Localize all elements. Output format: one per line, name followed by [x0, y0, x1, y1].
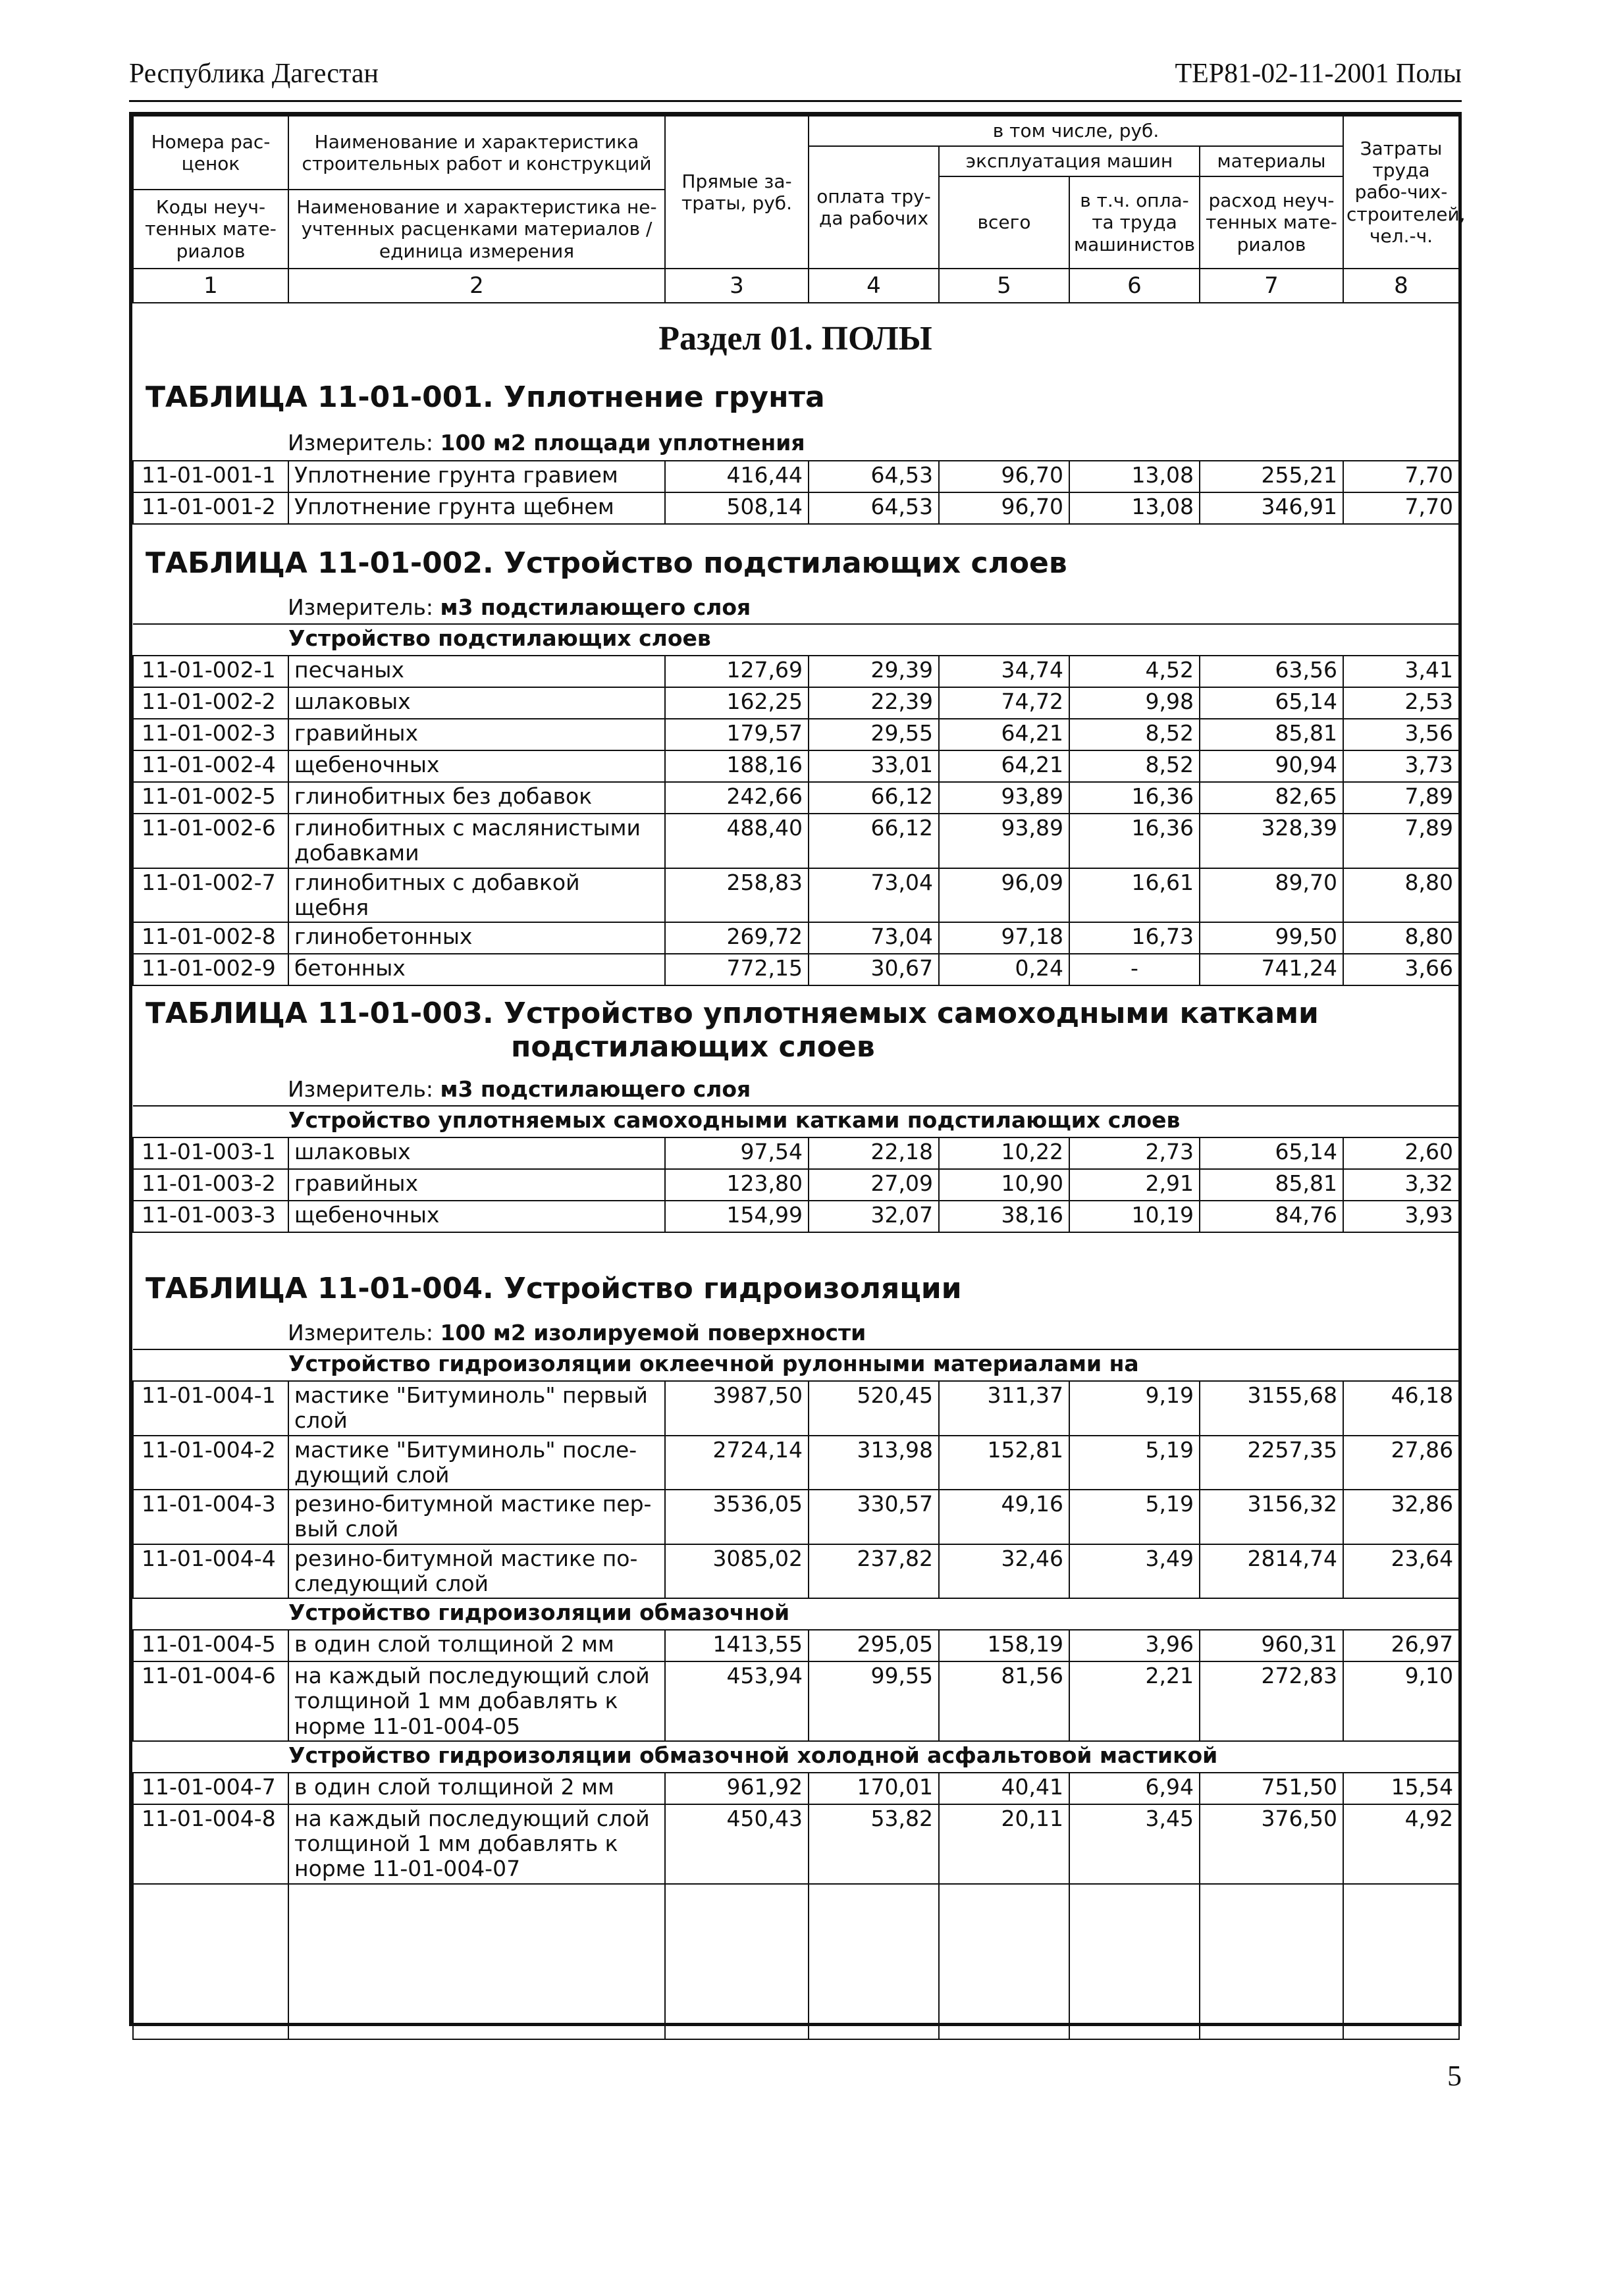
rate-code: 11-01-004-3 — [133, 1490, 288, 1544]
machines-total: 64,21 — [939, 750, 1069, 782]
header-rule — [129, 100, 1462, 102]
table-row — [133, 954, 1459, 985]
labor-pay: 313,98 — [809, 1436, 939, 1490]
machines-operators: 3,45 — [1069, 1804, 1200, 1884]
running-header-right: ТЕР81-02-11-2001 Полы — [1175, 59, 1462, 89]
col-incl: в том числе, руб. — [809, 116, 1343, 146]
labor-pay: 53,82 — [809, 1804, 939, 1884]
rate-name: бетонных — [288, 954, 665, 985]
machines-operators: 16,61 — [1069, 868, 1200, 923]
table-row — [133, 1630, 1459, 1661]
materials-cost: 84,76 — [1200, 1201, 1343, 1232]
empty-cell — [288, 1884, 665, 2039]
table-row — [133, 1381, 1459, 1436]
machines-operators: 8,52 — [1069, 719, 1200, 750]
group-subtitle-row — [133, 624, 1459, 656]
rate-name: глинобитных с добавкой щебня — [288, 868, 665, 923]
direct-costs: 3536,05 — [665, 1490, 809, 1544]
col-number: 7 — [1200, 269, 1343, 303]
labor-hours: 3,73 — [1343, 750, 1459, 782]
column-numbers-row — [133, 269, 1459, 303]
table-title-continuation: подстилающих слоев — [511, 1030, 875, 1064]
running-header-left: Республика Дагестан — [129, 59, 379, 89]
labor-pay: 29,55 — [809, 719, 939, 750]
materials-cost: 99,50 — [1200, 922, 1343, 954]
rate-name: шлаковых — [288, 1137, 665, 1169]
rate-name: резино-битумной мастике пер-вый слой — [288, 1490, 665, 1544]
col-machines: эксплуатация машин — [939, 146, 1200, 176]
labor-hours: 2,53 — [1343, 687, 1459, 719]
labor-pay: 73,04 — [809, 868, 939, 923]
machines-total: 40,41 — [939, 1773, 1069, 1804]
direct-costs: 453,94 — [665, 1661, 809, 1741]
machines-total: 97,18 — [939, 922, 1069, 954]
labor-hours: 3,93 — [1343, 1201, 1459, 1232]
direct-costs: 127,69 — [665, 656, 809, 687]
rate-code: 11-01-002-5 — [133, 782, 288, 814]
rate-name: песчаных — [288, 656, 665, 687]
col-num-rates: Номера рас-ценок — [133, 116, 288, 190]
machines-operators: 10,19 — [1069, 1201, 1200, 1232]
labor-hours: 9,10 — [1343, 1661, 1459, 1741]
rates-table-002 — [132, 623, 1460, 986]
materials-cost: 376,50 — [1200, 1804, 1343, 1884]
machines-operators: 16,36 — [1069, 782, 1200, 814]
machines-operators: 9,19 — [1069, 1381, 1200, 1436]
col-number: 1 — [133, 269, 288, 303]
table-row — [133, 1201, 1459, 1232]
rate-name: щебеночных — [288, 1201, 665, 1232]
page-number: 5 — [1447, 2060, 1462, 2092]
table-row — [133, 1661, 1459, 1741]
machines-operators: - — [1069, 954, 1200, 985]
rate-name: глинобетонных — [288, 922, 665, 954]
col-number: 3 — [665, 269, 809, 303]
rate-code: 11-01-004-4 — [133, 1544, 288, 1599]
labor-pay: 170,01 — [809, 1773, 939, 1804]
machines-total: 93,89 — [939, 814, 1069, 868]
labor-hours: 7,70 — [1343, 461, 1459, 492]
rate-code: 11-01-004-1 — [133, 1381, 288, 1436]
table-row — [133, 782, 1459, 814]
table-row — [133, 1490, 1459, 1544]
machines-total: 96,09 — [939, 868, 1069, 923]
labor-hours: 2,60 — [1343, 1137, 1459, 1169]
direct-costs: 416,44 — [665, 461, 809, 492]
labor-hours: 3,41 — [1343, 656, 1459, 687]
rate-name: глинобитных с маслянистыми добавками — [288, 814, 665, 868]
materials-cost: 272,83 — [1200, 1661, 1343, 1741]
machines-total: 74,72 — [939, 687, 1069, 719]
empty-row — [133, 1884, 1459, 2039]
labor-pay: 64,53 — [809, 492, 939, 524]
table-row — [133, 687, 1459, 719]
rate-code: 11-01-002-2 — [133, 687, 288, 719]
rate-name: глинобитных без добавок — [288, 782, 665, 814]
table-measure: Измеритель: 100 м2 площади уплотнения — [288, 430, 805, 456]
col-number: 8 — [1343, 269, 1459, 303]
rate-code: 11-01-002-4 — [133, 750, 288, 782]
group-subtitle: Устройство гидроизоляции оклеечной рулонными материалами на — [133, 1349, 1459, 1381]
labor-hours: 27,86 — [1343, 1436, 1459, 1490]
rate-code: 11-01-002-3 — [133, 719, 288, 750]
machines-operators: 9,98 — [1069, 687, 1200, 719]
empty-cell — [809, 1884, 939, 2039]
rate-name: на каждый последующий слой толщиной 1 мм добавлять к норме 11-01-004-07 — [288, 1804, 665, 1884]
materials-cost: 741,24 — [1200, 954, 1343, 985]
direct-costs: 242,66 — [665, 782, 809, 814]
machines-operators: 2,21 — [1069, 1661, 1200, 1741]
labor-pay: 330,57 — [809, 1490, 939, 1544]
machines-total: 32,46 — [939, 1544, 1069, 1599]
materials-cost: 65,14 — [1200, 1137, 1343, 1169]
machines-operators: 16,36 — [1069, 814, 1200, 868]
empty-cell — [133, 1884, 288, 2039]
rate-code: 11-01-002-7 — [133, 868, 288, 923]
table-measure: Измеритель: м3 подстилающего слоя — [288, 594, 751, 620]
direct-costs: 179,57 — [665, 719, 809, 750]
materials-cost: 89,70 — [1200, 868, 1343, 923]
col-number: 2 — [288, 269, 665, 303]
table-row — [133, 1436, 1459, 1490]
materials-cost: 65,14 — [1200, 687, 1343, 719]
materials-cost: 3155,68 — [1200, 1381, 1343, 1436]
materials-cost: 3156,32 — [1200, 1490, 1343, 1544]
rates-table-001 — [132, 460, 1460, 525]
labor-hours: 3,32 — [1343, 1169, 1459, 1201]
materials-cost: 85,81 — [1200, 719, 1343, 750]
rate-code: 11-01-004-5 — [133, 1630, 288, 1661]
machines-operators: 3,96 — [1069, 1630, 1200, 1661]
empty-cell — [665, 1884, 809, 2039]
group-subtitle: Устройство уплотняемых самоходными катками подстилающих слоев — [133, 1106, 1459, 1137]
labor-hours: 23,64 — [1343, 1544, 1459, 1599]
labor-hours: 7,70 — [1343, 492, 1459, 524]
col-machines-operators: в т.ч. опла-та труда машинистов — [1069, 176, 1200, 269]
table-measure: Измеритель: м3 подстилающего слоя — [288, 1076, 751, 1102]
machines-total: 311,37 — [939, 1381, 1069, 1436]
labor-hours: 8,80 — [1343, 868, 1459, 923]
col-materials-unaccounted: расход неуч-тенных мате-риалов — [1200, 176, 1343, 269]
col-materials: материалы — [1200, 146, 1343, 176]
machines-total: 93,89 — [939, 782, 1069, 814]
group-subtitle-row — [133, 1598, 1459, 1630]
direct-costs: 269,72 — [665, 922, 809, 954]
direct-costs: 97,54 — [665, 1137, 809, 1169]
col-labor-cost: Затраты труда рабо-чих-строителей, чел.-ч. — [1343, 116, 1459, 269]
table-title: ТАБЛИЦА 11-01-001. Уплотнение грунта — [146, 380, 825, 414]
labor-hours: 46,18 — [1343, 1381, 1459, 1436]
rate-name: гравийных — [288, 719, 665, 750]
machines-total: 34,74 — [939, 656, 1069, 687]
direct-costs: 162,25 — [665, 687, 809, 719]
materials-cost: 751,50 — [1200, 1773, 1343, 1804]
direct-costs: 772,15 — [665, 954, 809, 985]
machines-total: 38,16 — [939, 1201, 1069, 1232]
col-direct-costs: Прямые за-траты, руб. — [665, 116, 809, 269]
machines-operators: 2,73 — [1069, 1137, 1200, 1169]
labor-hours: 26,97 — [1343, 1630, 1459, 1661]
materials-cost: 2814,74 — [1200, 1544, 1343, 1599]
direct-costs: 154,99 — [665, 1201, 809, 1232]
document-frame — [129, 112, 1466, 2026]
col-name-materials: Наименование и характеристика не-учтенных расценками материалов / единица измерения — [288, 190, 665, 269]
machines-total: 158,19 — [939, 1630, 1069, 1661]
rate-name: резино-битумной мастике по-следующий слой — [288, 1544, 665, 1599]
labor-pay: 99,55 — [809, 1661, 939, 1741]
materials-cost: 255,21 — [1200, 461, 1343, 492]
col-labor-pay: оплата тру-да рабочих — [809, 146, 939, 269]
machines-operators: 2,91 — [1069, 1169, 1200, 1201]
materials-cost: 90,94 — [1200, 750, 1343, 782]
group-subtitle-row — [133, 1106, 1459, 1137]
col-number: 6 — [1069, 269, 1200, 303]
table-row — [133, 492, 1459, 524]
table-title: ТАБЛИЦА 11-01-002. Устройство подстилающих слоев — [146, 546, 1067, 580]
col-number: 5 — [939, 269, 1069, 303]
table-row — [133, 719, 1459, 750]
rate-code: 11-01-001-2 — [133, 492, 288, 524]
table-measure: Измеритель: 100 м2 изолируемой поверхности — [288, 1320, 866, 1345]
machines-operators: 3,49 — [1069, 1544, 1200, 1599]
rate-name: мастике "Битуминоль" первый слой — [288, 1381, 665, 1436]
table-row — [133, 1137, 1459, 1169]
machines-total: 10,22 — [939, 1137, 1069, 1169]
rate-name: Уплотнение грунта щебнем — [288, 492, 665, 524]
materials-cost: 2257,35 — [1200, 1436, 1343, 1490]
empty-cell — [1200, 1884, 1343, 2039]
rate-code: 11-01-003-3 — [133, 1201, 288, 1232]
machines-total: 81,56 — [939, 1661, 1069, 1741]
materials-cost: 960,31 — [1200, 1630, 1343, 1661]
machines-operators: 4,52 — [1069, 656, 1200, 687]
labor-hours: 3,56 — [1343, 719, 1459, 750]
table-row — [133, 656, 1459, 687]
machines-total: 10,90 — [939, 1169, 1069, 1201]
col-number: 4 — [809, 269, 939, 303]
rate-code: 11-01-002-8 — [133, 922, 288, 954]
labor-pay: 22,39 — [809, 687, 939, 719]
rate-code: 11-01-001-1 — [133, 461, 288, 492]
materials-cost: 328,39 — [1200, 814, 1343, 868]
rate-name: в один слой толщиной 2 мм — [288, 1773, 665, 1804]
labor-hours: 3,66 — [1343, 954, 1459, 985]
direct-costs: 123,80 — [665, 1169, 809, 1201]
labor-pay: 64,53 — [809, 461, 939, 492]
rate-code: 11-01-002-1 — [133, 656, 288, 687]
rate-code: 11-01-004-6 — [133, 1661, 288, 1741]
group-subtitle-row — [133, 1741, 1459, 1773]
machines-total: 64,21 — [939, 719, 1069, 750]
direct-costs: 961,92 — [665, 1773, 809, 1804]
labor-hours: 15,54 — [1343, 1773, 1459, 1804]
group-subtitle: Устройство гидроизоляции обмазочной — [133, 1598, 1459, 1630]
rate-code: 11-01-003-1 — [133, 1137, 288, 1169]
group-subtitle: Устройство гидроизоляции обмазочной холодной асфальтовой мастикой — [133, 1741, 1459, 1773]
empty-cell — [939, 1884, 1069, 2039]
labor-hours: 8,80 — [1343, 922, 1459, 954]
rate-code: 11-01-004-7 — [133, 1773, 288, 1804]
table-row — [133, 1804, 1459, 1884]
table-row — [133, 922, 1459, 954]
rate-name: шлаковых — [288, 687, 665, 719]
rate-name: в один слой толщиной 2 мм — [288, 1630, 665, 1661]
direct-costs: 450,43 — [665, 1804, 809, 1884]
machines-operators: 13,08 — [1069, 492, 1200, 524]
labor-pay: 237,82 — [809, 1544, 939, 1599]
rate-code: 11-01-002-9 — [133, 954, 288, 985]
machines-operators: 16,73 — [1069, 922, 1200, 954]
labor-pay: 27,09 — [809, 1169, 939, 1201]
labor-pay: 66,12 — [809, 814, 939, 868]
labor-pay: 73,04 — [809, 922, 939, 954]
empty-cell — [1069, 1884, 1200, 2039]
table-row — [133, 1544, 1459, 1599]
labor-hours: 4,92 — [1343, 1804, 1459, 1884]
labor-hours: 7,89 — [1343, 782, 1459, 814]
group-subtitle: Устройство подстилающих слоев — [133, 624, 1459, 656]
rate-name: щебеночных — [288, 750, 665, 782]
table-row — [133, 1169, 1459, 1201]
table-row — [133, 814, 1459, 868]
rate-name: гравийных — [288, 1169, 665, 1201]
machines-total: 152,81 — [939, 1436, 1069, 1490]
machines-operators: 5,19 — [1069, 1490, 1200, 1544]
rates-table-004 — [132, 1349, 1460, 2040]
materials-cost: 85,81 — [1200, 1169, 1343, 1201]
table-title: ТАБЛИЦА 11-01-004. Устройство гидроизоляции — [146, 1272, 962, 1305]
direct-costs: 258,83 — [665, 868, 809, 923]
direct-costs: 3987,50 — [665, 1381, 809, 1436]
labor-pay: 32,07 — [809, 1201, 939, 1232]
labor-pay: 33,01 — [809, 750, 939, 782]
labor-pay: 295,05 — [809, 1630, 939, 1661]
labor-pay: 520,45 — [809, 1381, 939, 1436]
empty-cell — [1343, 1884, 1459, 2039]
machines-total: 96,70 — [939, 461, 1069, 492]
machines-operators: 13,08 — [1069, 461, 1200, 492]
materials-cost: 63,56 — [1200, 656, 1343, 687]
table-title-line: ТАБЛИЦА 11-01-003. Устройство уплотняемых самоходными катками — [146, 997, 1319, 1030]
rate-name: на каждый последующий слой толщиной 1 мм добавлять к норме 11-01-004-05 — [288, 1661, 665, 1741]
rate-name: мастике "Битуминоль" после-дующий слой — [288, 1436, 665, 1490]
rate-name: Уплотнение грунта гравием — [288, 461, 665, 492]
direct-costs: 2724,14 — [665, 1436, 809, 1490]
table-row — [133, 1773, 1459, 1804]
direct-costs: 188,16 — [665, 750, 809, 782]
direct-costs: 488,40 — [665, 814, 809, 868]
group-subtitle-row — [133, 1349, 1459, 1381]
labor-pay: 66,12 — [809, 782, 939, 814]
direct-costs: 508,14 — [665, 492, 809, 524]
materials-cost: 346,91 — [1200, 492, 1343, 524]
column-header-table — [132, 115, 1466, 303]
labor-pay: 30,67 — [809, 954, 939, 985]
machines-total: 96,70 — [939, 492, 1069, 524]
machines-total: 0,24 — [939, 954, 1069, 985]
machines-total: 49,16 — [939, 1490, 1069, 1544]
rates-table-003 — [132, 1105, 1460, 1233]
rate-code: 11-01-004-8 — [133, 1804, 288, 1884]
labor-hours: 7,89 — [1343, 814, 1459, 868]
col-codes-materials: Коды неуч-тенных мате-риалов — [133, 190, 288, 269]
col-machines-total: всего — [939, 176, 1069, 269]
rate-code: 11-01-004-2 — [133, 1436, 288, 1490]
rate-code: 11-01-003-2 — [133, 1169, 288, 1201]
section-title: Раздел 01. ПОЛЫ — [658, 320, 932, 357]
labor-pay: 29,39 — [809, 656, 939, 687]
machines-total: 20,11 — [939, 1804, 1069, 1884]
labor-pay: 22,18 — [809, 1137, 939, 1169]
table-row — [133, 461, 1459, 492]
table-row — [133, 750, 1459, 782]
rate-code: 11-01-002-6 — [133, 814, 288, 868]
direct-costs: 3085,02 — [665, 1544, 809, 1599]
machines-operators: 8,52 — [1069, 750, 1200, 782]
table-row — [133, 868, 1459, 923]
machines-operators: 6,94 — [1069, 1773, 1200, 1804]
materials-cost: 82,65 — [1200, 782, 1343, 814]
col-name-works: Наименование и характеристика строительных работ и конструкций — [288, 116, 665, 190]
table-title — [146, 997, 1319, 1064]
direct-costs: 1413,55 — [665, 1630, 809, 1661]
machines-operators: 5,19 — [1069, 1436, 1200, 1490]
labor-hours: 32,86 — [1343, 1490, 1459, 1544]
